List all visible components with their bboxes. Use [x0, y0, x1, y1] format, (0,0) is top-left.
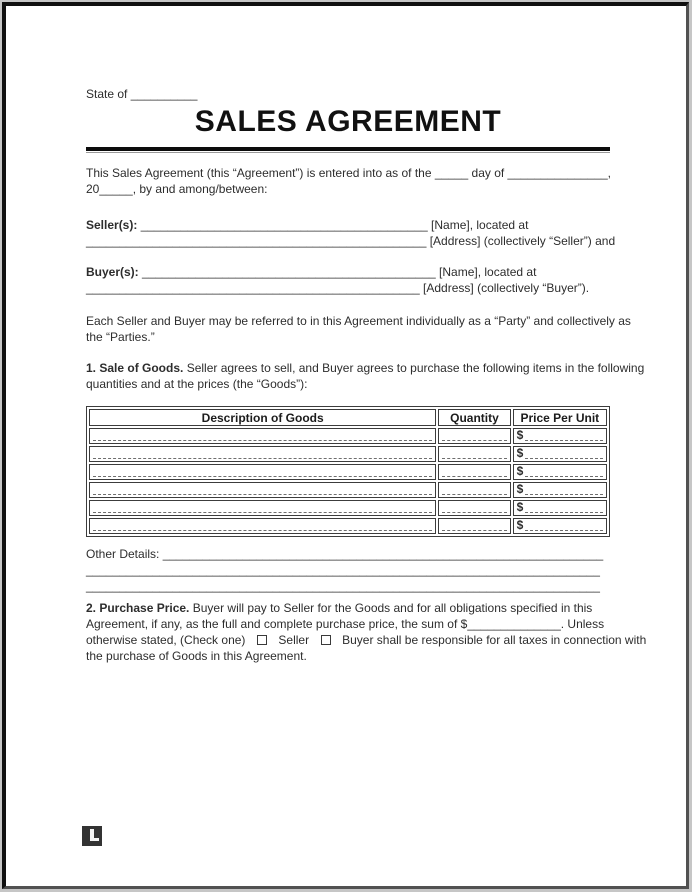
description-blank-line[interactable] [93, 448, 432, 459]
currency-symbol: $ [516, 428, 524, 442]
description-cell[interactable] [89, 518, 436, 534]
price-cell[interactable] [513, 518, 607, 534]
section2-line3-text: otherwise stated, (Check one) [86, 633, 246, 647]
price-blank-line[interactable] [525, 430, 603, 441]
currency-symbol: $ [516, 446, 524, 460]
table-row [89, 464, 607, 480]
seller-address-suffix: [Address] (collectively “Seller”) and [429, 234, 616, 248]
quantity-blank-line[interactable] [442, 466, 506, 477]
state-line [86, 86, 610, 102]
buyer-name-suffix: [Name], located at [439, 265, 537, 279]
quantity-blank-line[interactable] [442, 448, 506, 459]
buyer-label: Buyer(s): [86, 265, 139, 279]
seller-name-blank[interactable]: ___________________________________________ [140, 218, 428, 232]
table-row [89, 428, 607, 444]
buyer-address-blank[interactable]: __________________________________________________ [86, 281, 420, 295]
parties-line-1: Each Seller and Buyer may be referred to in this Agreement individually as a “Party” and collectively as [86, 314, 631, 328]
other-details-label: Other Details: [86, 547, 160, 561]
section2-line4-text: the purchase of Goods in this Agreement. [86, 649, 307, 663]
section1-line2-text: quantities and at the prices (the “Goods”): [86, 377, 308, 391]
currency-symbol: $ [516, 500, 524, 514]
section-sale-of-goods [86, 360, 645, 392]
description-cell[interactable] [89, 428, 436, 444]
quantity-blank-line[interactable] [442, 520, 506, 531]
quantity-cell[interactable] [438, 482, 510, 498]
quantity-blank-line[interactable] [442, 484, 506, 495]
other-details-blank-3[interactable]: _____________________________________________________________________________ [86, 579, 600, 593]
table-row [89, 518, 607, 534]
quantity-cell[interactable] [438, 464, 510, 480]
buyer-address-suffix: [Address] (collectively “Buyer”). [423, 281, 590, 295]
header-price-per-unit: Price Per Unit [513, 409, 607, 426]
seller-clause [86, 217, 616, 249]
buyer-name-blank[interactable]: ____________________________________________ [142, 265, 436, 279]
other-details-blank-1[interactable]: __________________________________________________________________ [162, 547, 604, 561]
parties-line-2: the “Parties.” [86, 330, 155, 344]
title-divider [86, 147, 610, 153]
description-cell[interactable] [89, 482, 436, 498]
price-blank-line[interactable] [525, 502, 603, 513]
price-cell[interactable] [513, 464, 607, 480]
document-page [2, 2, 689, 889]
currency-symbol: $ [516, 464, 524, 478]
goods-table [86, 406, 610, 537]
state-blank[interactable]: __________ [130, 87, 198, 101]
goods-table-header-row [89, 409, 607, 426]
brand-logo-icon [82, 826, 102, 846]
description-blank-line[interactable] [93, 466, 432, 477]
price-blank-line[interactable] [525, 466, 603, 477]
price-cell[interactable] [513, 500, 607, 516]
buyer-checkbox[interactable] [321, 635, 331, 645]
intro-line-2: 20_____, by and among/between: [86, 182, 268, 196]
table-row [89, 500, 607, 516]
quantity-cell[interactable] [438, 500, 510, 516]
section2-heading: 2. Purchase Price. [86, 601, 190, 615]
seller-option-label: Seller [278, 633, 310, 647]
table-row [89, 482, 607, 498]
price-cell[interactable] [513, 482, 607, 498]
quantity-cell[interactable] [438, 428, 510, 444]
price-blank-line[interactable] [525, 484, 603, 495]
currency-symbol: $ [516, 482, 524, 496]
quantity-cell[interactable] [438, 518, 510, 534]
parties-clause [86, 313, 631, 345]
buyer-clause [86, 264, 610, 296]
section-purchase-price [86, 600, 647, 664]
intro-paragraph [86, 165, 610, 197]
quantity-blank-line[interactable] [442, 502, 506, 513]
section1-heading: 1. Sale of Goods. [86, 361, 184, 375]
page-title: SALES AGREEMENT [194, 105, 502, 138]
quantity-cell[interactable] [438, 446, 510, 462]
intro-line-1: This Sales Agreement (this “Agreement”) is entered into as of the _____ day of _______________, [86, 166, 611, 180]
table-row [89, 446, 607, 462]
description-cell[interactable] [89, 446, 436, 462]
seller-address-blank[interactable]: ___________________________________________________ [86, 234, 427, 248]
other-details-blank-2[interactable]: _____________________________________________________________________________ [86, 563, 600, 577]
header-description-of-goods: Description of Goods [89, 409, 436, 426]
divider-thin-line [86, 152, 610, 153]
seller-label: Seller(s): [86, 218, 138, 232]
buyer-option-text: Buyer shall be responsible for all taxes in connection with [342, 633, 647, 647]
price-blank-line[interactable] [525, 448, 603, 459]
seller-name-suffix: [Name], located at [431, 218, 529, 232]
description-blank-line[interactable] [93, 430, 432, 441]
seller-checkbox[interactable] [257, 635, 267, 645]
currency-symbol: $ [516, 518, 524, 532]
header-quantity: Quantity [438, 409, 510, 426]
logo-l-horizontal [90, 838, 99, 841]
price-blank-line[interactable] [525, 520, 603, 531]
section1-line1-text: Seller agrees to sell, and Buyer agrees to purchase the following items in the following [183, 361, 645, 375]
state-label: State of [86, 87, 128, 101]
section2-line1-text: Buyer will pay to Seller for the Goods and for all obligations specified in this [189, 601, 593, 615]
section2-line2-text: Agreement, if any, as the full and complete purchase price, the sum of $______________. Unless [86, 617, 605, 631]
description-cell[interactable] [89, 500, 436, 516]
quantity-blank-line[interactable] [442, 430, 506, 441]
description-blank-line[interactable] [93, 520, 432, 531]
other-details-section [86, 546, 610, 594]
price-cell[interactable] [513, 446, 607, 462]
description-cell[interactable] [89, 464, 436, 480]
description-blank-line[interactable] [93, 502, 432, 513]
price-cell[interactable] [513, 428, 607, 444]
description-blank-line[interactable] [93, 484, 432, 495]
divider-thick-line [86, 147, 610, 151]
